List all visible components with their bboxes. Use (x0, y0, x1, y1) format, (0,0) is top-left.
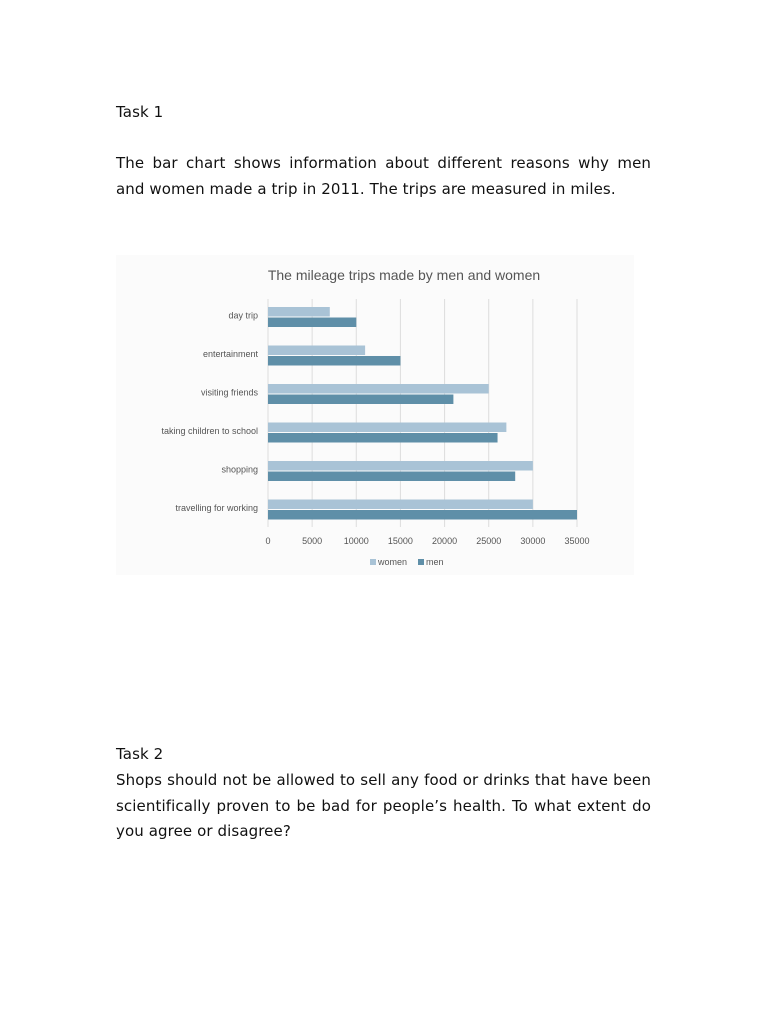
category-label: visiting friends (200, 387, 258, 398)
legend-swatch-men (418, 559, 424, 565)
x-tick-label: 10000 (343, 536, 369, 546)
bar-women (268, 307, 330, 317)
bar-women (268, 461, 533, 471)
bar-men (268, 433, 498, 443)
chart-legend (370, 557, 444, 567)
bar-women (268, 423, 506, 433)
legend-label: men (426, 557, 444, 567)
category-label: day trip (228, 310, 258, 321)
x-tick-label: 0 (265, 536, 271, 546)
task1-prompt: The bar chart shows information about different reasons why men and women made a trip in 2011. The trips are measured in miles. (116, 154, 651, 198)
category-labels (161, 311, 258, 514)
chart-gridlines (268, 299, 577, 527)
x-tick-label: 25000 (476, 536, 502, 546)
legend-swatch-women (370, 559, 376, 565)
x-tick-label: 20000 (432, 536, 458, 546)
chart-bars (268, 307, 577, 520)
bar-chart (116, 255, 634, 575)
bar-men (268, 472, 515, 482)
bar-women (268, 500, 533, 510)
bar-men (268, 318, 356, 328)
x-axis-ticks (265, 536, 589, 546)
task1-heading: Task 1 (116, 103, 164, 121)
chart-title: The mileage trips made by men and women (267, 267, 541, 283)
bar-men (268, 395, 453, 405)
x-tick-label: 35000 (564, 536, 590, 546)
bar-chart-svg (116, 255, 634, 575)
x-tick-label: 15000 (387, 536, 413, 546)
legend-label: women (378, 557, 408, 567)
bar-men (268, 510, 577, 520)
bar-men (268, 356, 400, 366)
category-label: taking children to school (161, 426, 258, 436)
bar-women (268, 346, 365, 356)
category-label: entertainment (202, 349, 258, 359)
x-tick-label: 30000 (520, 536, 546, 546)
task2-heading: Task 2 (116, 745, 164, 763)
task2-prompt: Shops should not be allowed to sell any food or drinks that have been scientifically proven to be bad for people’s health. To what extent do you agree or disagree? (116, 771, 651, 840)
category-label: travelling for working (175, 503, 258, 513)
x-tick-label: 5000 (302, 536, 323, 546)
category-label: shopping (221, 464, 258, 475)
bar-women (268, 384, 489, 394)
